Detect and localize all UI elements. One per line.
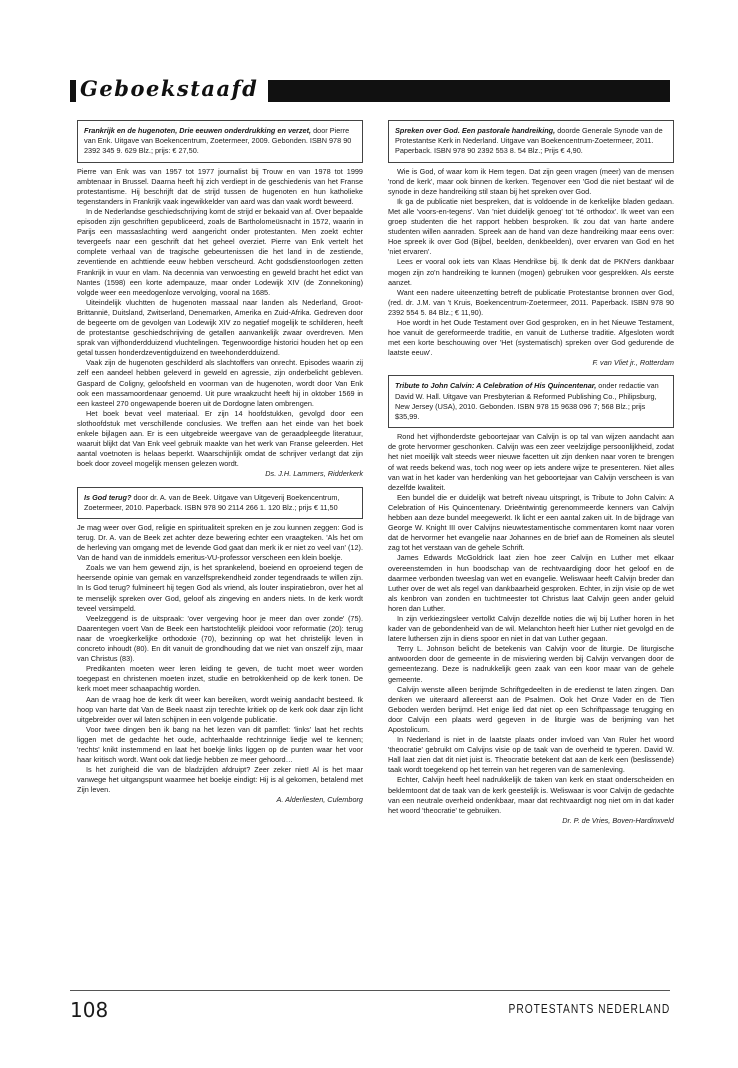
- review-paragraph: In Nederland is niet in de laatste plaats onder invloed van Van Ruler het woord 'theocratie' gebruikt om Calvijns visie op de taak van de overheid te typeren. David W. Hall laat zien dat dit niet juist is. Theocratie betekent dat aan de kerk een (beslissende) taak wordt toegekend op het terrein van het regeren van de samenleving.: [388, 735, 674, 775]
- book-details: door Pierre van Enk. Uitgave van Boekencentrum, Zoetermeer, 2009. Gebonden. ISBN 978 90 2392 345 9. 629 Blz.; prijs: € 27,50.: [84, 126, 352, 156]
- review-paragraph: Een bundel die er duidelijk wat betreft niveau uitspringt, is Tribute to John Calvin: A Celebration of His Quincentenary. Drieëntwintig gerenommeerde kenners van Calvijn hebben aan deze bundel meegewerkt. Ik licht er een aantal zaken uit. In de bijdrage van George W. Knight III over Calvijns nieuwtestamentische commentaren komt naar voren dat de hervormer het evangelie naar Johannes en de brief aan de Romeinen als sleutel zag tot het verstaan van de gehele Schrift.: [388, 492, 674, 553]
- reviewer-signature: F. van Vliet jr., Rotterdam: [592, 358, 674, 368]
- review-paragraph: Hoe wordt in het Oude Testament over God gesproken, en in het Nieuwe Testament, hoe vanuit de gereformeerde traditie, en vanuit de Lutherse traditie. Afgesloten wordt met een korte beschouwing over 'Het (systematisch) spreken over God gedurende de laatste eeuw'.: [388, 318, 674, 358]
- review-paragraph: Is het zurigheid die van de bladzijden afdruipt? Zeer zeker niet! Al is het maar vanwege het uitgangspunt waarmee het boekje eindigt: Hij is al gekomen, betalend met Zijn leven.: [77, 765, 363, 795]
- review-body: [388, 167, 674, 359]
- reviewer-signature: Dr. P. de Vries, Boven-Hardinxveld: [562, 815, 674, 825]
- publication-name: PROTESTANTS NEDERLAND: [508, 1002, 670, 1016]
- book-details: onder redactie van David W. Hall. Uitgave van Presbyterian & Reformed Publishing Co., Philipsburg, New Jersey (USA), 2010. Gebonden. ISBN 978 15 9638 096 7; 568 Blz.; prijs $35,99.: [395, 381, 659, 422]
- section-title: Geboekstaafd: [76, 76, 268, 102]
- review-citation-box: [388, 375, 674, 428]
- book-details: door dr. A. van de Beek. Uitgave van Uitgeverij Boekencentrum, Zoetermeer, 2010. Paperback. ISBN 978 90 2114 266 1. 120 Blz.; prijs € 11,50: [84, 492, 340, 512]
- review-paragraph: Want een nadere uiteenzetting betreft de publicatie Protestantse bronnen over God, (red. dr. J.M. van 't Kruis, Boekencentrum-Zoetermeer, 2011. Paperback. ISBN 978 90 2392 554 5. 84 Blz.; € 11,90).: [388, 287, 674, 317]
- review-paragraph: In de Nederlandse geschiedschrijving komt de strijd er bekaaid van af. Over bepaalde episoden zijn geschriften gepubliceerd, zoals de Bartholomeüsnacht in 1572, waarin in Parijs een massaslachting werd aangericht onder protestanten. Men zoekt echter tevergeefs naar een geschrift dat het geheel overziet. Pierre van Enk vertelt het complete verhaal van de tragische gebeurtenissen die het land in de zestiende, zeventiende en achttiende eeuw hebben verscheurd. Acht godsdienstoorlogen zetten Frankrijk in vuur en vlam. Na decennia van verwoesting en geweld bracht het edict van Nantes (1598) een korte adempauze, maar onder Lodewijk XIV (de Zonnekoning) volgde weer een meedogenloze vervolging, vooral na 1685.: [77, 206, 363, 297]
- review-paragraph: Veelzeggend is de uitspraak: 'over vergeving hoor je meer dan over zonde' (75). Daarentegen voert Van de Beek een hartstochtelijk pleidooi voor reformatie (20): terug naar de vroegkerkelijke orthodoxie (70), bezinning op wat het christelijk leven in concreto inhoudt (80). En dit vanuit de grondhouding dat we niet van onszelf zijn, maar van Christus (83).: [77, 613, 363, 664]
- review-citation-box: [77, 487, 363, 519]
- review-paragraph: Rond het vijfhonderdste geboortejaar van Calvijn is op tal van wijzen aandacht aan de grote hervormer geschonken. Calvijn was een zeer veelzijdige persoonlijkheid, zodat het niet moeilijk valt steeds weer nieuwe facetten uit zijn denken naar voren te brengen of wat reeds bekend was, toch nog weer op iets andere wijze te presenteren. Niet alles van wat in het kader van herdenking van het geboortejaar van Calvijn verscheen is van dezelfde kwaliteit.: [388, 432, 674, 492]
- review-body: [77, 167, 363, 470]
- review-paragraph: Aan de vraag hoe de kerk dit weer kan bereiken, wordt weinig aandacht besteed. Ik hoop van harte dat Van de Beek naast zijn terechte kritiek op de kerk ook daar zijn licht uitgebreider over wil laten schijnen in een volgende publicatie.: [77, 694, 363, 724]
- left-column: [77, 120, 363, 813]
- reviewer-signature: Ds. J.H. Lammers, Ridderkerk: [265, 469, 363, 479]
- book-title: Spreken over God. Een pastorale handreiking,: [395, 126, 556, 135]
- review-body: [388, 432, 674, 816]
- review-citation-box: [388, 120, 674, 163]
- review-paragraph: Het boek bevat veel materiaal. Er zijn 14 hoofdstukken, gevolgd door een slothoofdstuk met verschillende conclusies. We treffen aan het einde van het boek enkele bijlagen aan. Er is een uitgebreide weergave van de geraadpleegde literatuur, waaruit blijkt dat Van Enk veel gebruik maakte van het werk van Franse geleerden. Het aantal voetnoten is helaas beperkt. Waarschijnlijk omdat de schrijver verlangt dat zijn boek door zoveel mogelijk mensen gelezen wordt.: [77, 408, 363, 469]
- review-paragraph: Echter, Calvijn heeft heel nadrukkelijk de taken van kerk en staat onderscheiden en beklemtoont dat de taak van de kerk geestelijk is. Weliswaar is voor Calvijn de gedachte van een neutrale overheid ondenkbaar, maar dat rechtvaardigt nog niet om in dat kader het woord 'theocratie' te gebruiken.: [388, 775, 674, 815]
- review-paragraph: Wie is God, of waar kom ik Hem tegen. Dat zijn geen vragen (meer) van de mensen 'rond de kerk', maar ook binnen de kerken. Tegenover een 'God die niet bestaat' wil de synode in deze handreiking stil staan bij het spreken over God.: [388, 166, 674, 196]
- review-paragraph: Pierre van Enk was van 1957 tot 1977 journalist bij Trouw en van 1978 tot 1999 ambtenaar in Brussel. Daarna heeft hij zich verdiept in de geschiedenis van het Franse protestantisme. Hij beschrijft dat de strijd tussen de hugenoten en hun katholieke tegenstanders in Frankrijk vaak ingewikkelder van aard was dan vaak wordt beweerd.: [77, 166, 363, 206]
- review-paragraph: Terry L. Johnson belicht de betekenis van Calvijn voor de liturgie. De liturgische antwoorden door de gemeente in de misviering werden bij Calvijn vervangen door de gemeentezang. Deze is nadrukkelijk geen zaak van een koor maar van de gehele gemeente.: [388, 644, 674, 684]
- book-details: doorde Generale Synode van de Protestantse Kerk in Nederland. Uitgave van Boekencentrum-Zoetermeer, 2011. Paperback. ISBN 978 90 2392 553 8. 54 Blz.; Prijs € 4,90.: [395, 126, 663, 156]
- review-paragraph: Uiteindelijk vluchtten de hugenoten massaal naar landen als Nederland, Groot-Brittannië, Duitsland, Zwitserland, Denemarken, Amerika en Zuid-Afrika. Gedreven door de begeerte om de gevolgen van Lodewijk XIV zo negatief mogelijk te schilderen, heeft de protestantse geschiedschrijving de getallen aanvankelijk zwaar overdreven. Men sprak van vijfhonderdduizend vluchtelingen. Tegenwoordige historici houden het op een getal tussen honderdzeventigduizend en tweehonderdduizend.: [77, 297, 363, 358]
- review-paragraph: Lees er vooral ook iets van Klaas Hendrikse bij. Ik denk dat de PKN'ers dankbaar mogen zijn zo'n handreiking te kunnen (mogen) gebruiken voor gesprekken. Als eerste aanzet.: [388, 257, 674, 287]
- footer-divider: [70, 990, 670, 991]
- page-number: 108: [70, 998, 109, 1022]
- review-body: [77, 523, 363, 796]
- review-paragraph: Calvijn wenste alleen berijmde Schriftgedeelten in de eredienst te laten zingen. Dan denken we uiteraard allereerst aan de Psalmen. Ook het Onze Vader en de Tien Geboden werden berijmd. Het enige lied dat niet op een Schriftpassage terugging en door Calvijn een plaats werd gegeven in de liturgie was de berijming van het Apostolicum.: [388, 684, 674, 735]
- review-paragraph: Je mag weer over God, religie en spiritualiteit spreken en je zou kunnen zeggen: God is terug. Dr. A. van de Beek zet achter deze bewering echter een vraagteken. 'Als het om de herleving van omgang met de levende God gaat dan merk ik er niet zo veel van' (12). Van de hand van de inmiddels emeritus-VU-professor verscheen een klein boekje.: [77, 522, 363, 563]
- review-citation-box: [77, 120, 363, 163]
- reviewer-signature: A. Alderliesten, Culemborg: [276, 795, 363, 805]
- book-title: Frankrijk en de hugenoten, Drie eeuwen onderdrukking en verzet,: [84, 126, 312, 135]
- review-paragraph: James Edwards McGoldrick laat zien hoe zeer Calvijn en Luther met elkaar overeenstemden in hun boodschap van de rechtvaardiging door het geloof en de daarmee verbonden tweeslag van wet en evangelie. Weliswaar heeft Calvijn breder dan Luther over de wet als regel van dankbaarheid gesproken. Echter, in zijn visie op de wet als kenbron van zonden en tuchtmeester tot Christus laat Calvijn geen ander geluid horen dan Luther.: [388, 553, 674, 613]
- review-paragraph: Ik ga de publicatie niet bespreken, dat is voldoende in de kerkelijke bladen gedaan. Met alle 'voors-en-tegens'. Van 'niet duidelijk genoeg' tot 'té orthodox'. Ik weet van een groep studenten die het rapport hebben besproken. Ik zou dat van harte andere studenten willen aanraden. Spreek aan de hand van deze handreiking maar eens over: Hoe spreek ik over God (Bijbel, beelden, denkbeelden), over ervaren van God en het 'niet ervaren'.: [388, 196, 674, 257]
- book-title: Tribute to John Calvin: A Celebration of His Quincentenar,: [395, 381, 597, 391]
- review-paragraph: Vaak zijn de hugenoten geschilderd als slachtoffers van onrecht. Episodes waarin zij zelf een aandeel hebben geleverd in geweld en agressie, zijn onderbelicht gebleven. Gaspard de Coligny, geloofsheld en voorman van de hugenoten, wordt door Van Enk ook een massamoordenaar genoemd. Uit pure wraakzucht heeft hij in oktober 1569 in een kasteel 270 ongewapende boeren uit de Dordogne laten ombrengen.: [77, 358, 363, 408]
- book-title: Is God terug?: [84, 492, 132, 502]
- right-column: [388, 120, 674, 833]
- review-paragraph: Zoals we van hem gewend zijn, is het sprankelend, boeiend en oproeiend tegen de heersende opinie van gemak en vanzelfsprekendheid zonder tegendraads te willen zijn. In Is God terug? fulmineert hij tegen God als vriend, als louter inspiratiebron, over het al te menselijk spreken over God, geloof als zingeving en anders niets. In de kerk wordt teveel versimpeld.: [77, 563, 363, 613]
- review-paragraph: Predikanten moeten weer leren leiding te geven, de tucht moet weer worden toegepast en christenen moeten inzet, studie en betrokkenheid op de kerk tonen. De kerk moet meer schaapachtig worden.: [77, 664, 363, 694]
- review-paragraph: In zijn verkiezingsleer vertolkt Calvijn dezelfde noties die wij bij Luther horen in het kader van de gebondenheid van de wil. Melanchton heeft hier Luther niet gevolgd en de latere luthersen zijn in diens spoor en niet in dat van Luther gegaan.: [388, 613, 674, 644]
- review-paragraph: Voor twee dingen ben ik bang na het lezen van dit pamflet: 'links' laat het rechts liggen met de gedachte het oude, achterhaalde rechtzinnige liedje wel te kennen; 'rechts' knikt instemmend en laat het boekje links liggen op de punten waar het voor haar kritisch wordt. Want ook dat liedje hebben ze meer gehoord…: [77, 724, 363, 765]
